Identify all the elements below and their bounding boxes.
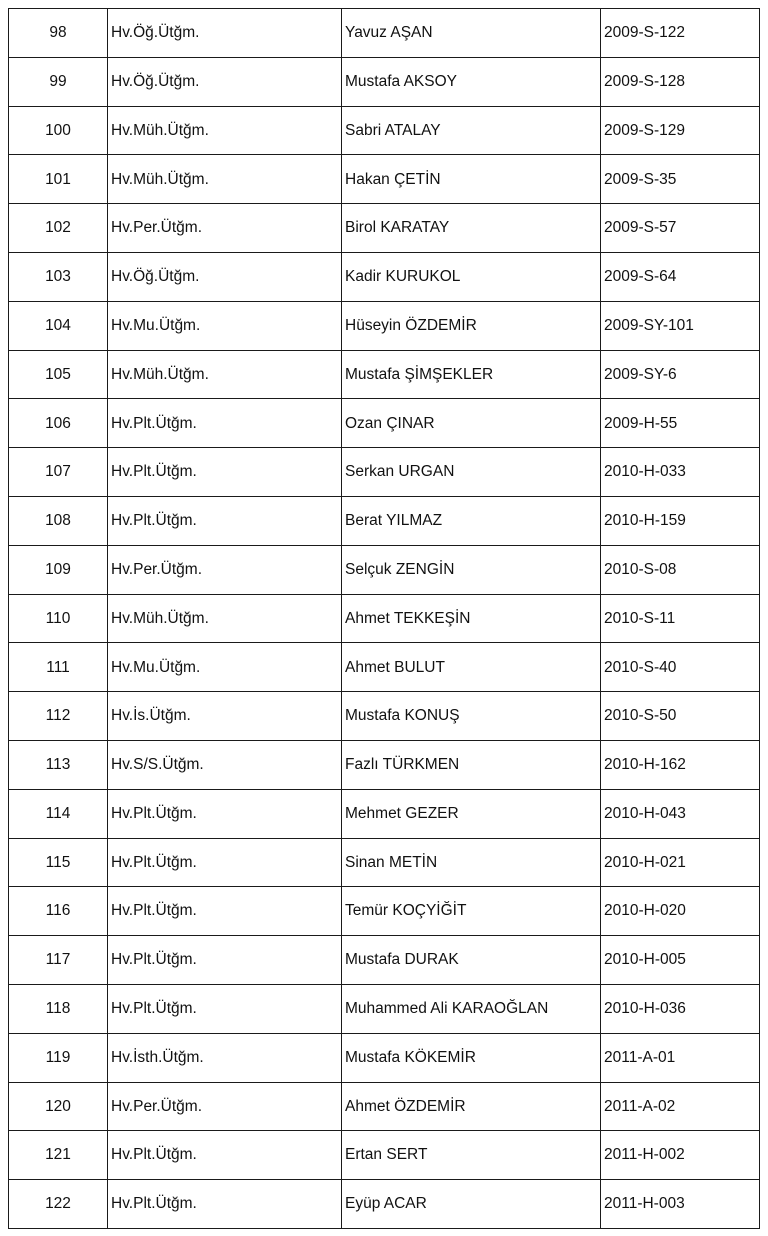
registry-code-cell: 2010-H-159 — [601, 496, 760, 545]
registry-code-cell: 2009-SY-101 — [601, 301, 760, 350]
full-name-cell: Yavuz AŞAN — [342, 9, 601, 58]
row-number: 121 — [9, 1131, 108, 1180]
registry-code-cell: 2010-S-50 — [601, 692, 760, 741]
full-name-cell: Mustafa KÖKEMİR — [342, 1033, 601, 1082]
rank-cell: Hv.Per.Ütğm. — [108, 545, 342, 594]
row-number: 112 — [9, 692, 108, 741]
full-name-cell: Fazlı TÜRKMEN — [342, 740, 601, 789]
table-row — [9, 399, 760, 448]
row-number: 105 — [9, 350, 108, 399]
table-row — [9, 106, 760, 155]
full-name-cell: Serkan URGAN — [342, 448, 601, 497]
registry-code-cell: 2009-S-64 — [601, 252, 760, 301]
row-number: 110 — [9, 594, 108, 643]
row-number: 117 — [9, 936, 108, 985]
rank-cell: Hv.Plt.Ütğm. — [108, 838, 342, 887]
row-number: 119 — [9, 1033, 108, 1082]
full-name-cell: Ozan ÇINAR — [342, 399, 601, 448]
row-number: 104 — [9, 301, 108, 350]
rank-cell: Hv.Plt.Ütğm. — [108, 496, 342, 545]
table-row — [9, 1082, 760, 1131]
full-name-cell: Birol KARATAY — [342, 204, 601, 253]
row-number: 120 — [9, 1082, 108, 1131]
registry-code-cell: 2009-H-55 — [601, 399, 760, 448]
personnel-table-body — [9, 9, 760, 1229]
registry-code-cell: 2010-H-036 — [601, 984, 760, 1033]
table-row — [9, 936, 760, 985]
rank-cell: Hv.Plt.Ütğm. — [108, 984, 342, 1033]
row-number: 114 — [9, 789, 108, 838]
table-row — [9, 252, 760, 301]
table-row — [9, 643, 760, 692]
full-name-cell: Mehmet GEZER — [342, 789, 601, 838]
registry-code-cell: 2010-S-11 — [601, 594, 760, 643]
table-row — [9, 740, 760, 789]
registry-code-cell: 2011-H-003 — [601, 1180, 760, 1229]
full-name-cell: Eyüp ACAR — [342, 1180, 601, 1229]
registry-code-cell: 2010-H-162 — [601, 740, 760, 789]
row-number: 118 — [9, 984, 108, 1033]
row-number: 108 — [9, 496, 108, 545]
full-name-cell: Hakan ÇETİN — [342, 155, 601, 204]
table-row — [9, 496, 760, 545]
full-name-cell: Muhammed Ali KARAOĞLAN — [342, 984, 601, 1033]
rank-cell: Hv.Öğ.Ütğm. — [108, 9, 342, 58]
registry-code-cell: 2010-S-40 — [601, 643, 760, 692]
full-name-cell: Mustafa KONUŞ — [342, 692, 601, 741]
rank-cell: Hv.Müh.Ütğm. — [108, 594, 342, 643]
full-name-cell: Mustafa AKSOY — [342, 57, 601, 106]
registry-code-cell: 2011-A-02 — [601, 1082, 760, 1131]
rank-cell: Hv.Müh.Ütğm. — [108, 155, 342, 204]
full-name-cell: Sinan METİN — [342, 838, 601, 887]
row-number: 111 — [9, 643, 108, 692]
registry-code-cell: 2011-A-01 — [601, 1033, 760, 1082]
rank-cell: Hv.Mu.Ütğm. — [108, 301, 342, 350]
full-name-cell: Ahmet BULUT — [342, 643, 601, 692]
rank-cell: Hv.Plt.Ütğm. — [108, 399, 342, 448]
full-name-cell: Selçuk ZENGİN — [342, 545, 601, 594]
registry-code-cell: 2009-S-57 — [601, 204, 760, 253]
table-row — [9, 545, 760, 594]
registry-code-cell: 2010-S-08 — [601, 545, 760, 594]
rank-cell: Hv.Öğ.Ütğm. — [108, 252, 342, 301]
registry-code-cell: 2009-S-129 — [601, 106, 760, 155]
rank-cell: Hv.Plt.Ütğm. — [108, 789, 342, 838]
table-row — [9, 1033, 760, 1082]
registry-code-cell: 2010-H-033 — [601, 448, 760, 497]
full-name-cell: Ahmet ÖZDEMİR — [342, 1082, 601, 1131]
registry-code-cell: 2009-S-122 — [601, 9, 760, 58]
registry-code-cell: 2010-H-043 — [601, 789, 760, 838]
registry-code-cell: 2011-H-002 — [601, 1131, 760, 1180]
table-row — [9, 789, 760, 838]
row-number: 122 — [9, 1180, 108, 1229]
rank-cell: Hv.Plt.Ütğm. — [108, 448, 342, 497]
row-number: 99 — [9, 57, 108, 106]
full-name-cell: Kadir KURUKOL — [342, 252, 601, 301]
full-name-cell: Ertan SERT — [342, 1131, 601, 1180]
full-name-cell: Sabri ATALAY — [342, 106, 601, 155]
rank-cell: Hv.Müh.Ütğm. — [108, 350, 342, 399]
table-row — [9, 984, 760, 1033]
full-name-cell: Mustafa ŞİMŞEKLER — [342, 350, 601, 399]
rank-cell: Hv.Per.Ütğm. — [108, 204, 342, 253]
full-name-cell: Ahmet TEKKEŞİN — [342, 594, 601, 643]
full-name-cell: Hüseyin ÖZDEMİR — [342, 301, 601, 350]
row-number: 98 — [9, 9, 108, 58]
table-row — [9, 155, 760, 204]
full-name-cell: Temür KOÇYİĞİT — [342, 887, 601, 936]
row-number: 113 — [9, 740, 108, 789]
rank-cell: Hv.Plt.Ütğm. — [108, 936, 342, 985]
registry-code-cell: 2010-H-021 — [601, 838, 760, 887]
row-number: 109 — [9, 545, 108, 594]
registry-code-cell: 2009-S-35 — [601, 155, 760, 204]
table-row — [9, 301, 760, 350]
table-row — [9, 448, 760, 497]
row-number: 107 — [9, 448, 108, 497]
registry-code-cell: 2009-S-128 — [601, 57, 760, 106]
personnel-table — [8, 8, 760, 1229]
table-row — [9, 1131, 760, 1180]
table-row — [9, 1180, 760, 1229]
row-number: 103 — [9, 252, 108, 301]
rank-cell: Hv.Öğ.Ütğm. — [108, 57, 342, 106]
table-row — [9, 838, 760, 887]
table-row — [9, 887, 760, 936]
rank-cell: Hv.Müh.Ütğm. — [108, 106, 342, 155]
table-row — [9, 9, 760, 58]
registry-code-cell: 2010-H-020 — [601, 887, 760, 936]
row-number: 115 — [9, 838, 108, 887]
table-row — [9, 594, 760, 643]
table-row — [9, 57, 760, 106]
row-number: 116 — [9, 887, 108, 936]
rank-cell: Hv.Per.Ütğm. — [108, 1082, 342, 1131]
full-name-cell: Mustafa DURAK — [342, 936, 601, 985]
row-number: 106 — [9, 399, 108, 448]
rank-cell: Hv.İs.Ütğm. — [108, 692, 342, 741]
full-name-cell: Berat YILMAZ — [342, 496, 601, 545]
rank-cell: Hv.Plt.Ütğm. — [108, 1180, 342, 1229]
rank-cell: Hv.Plt.Ütğm. — [108, 1131, 342, 1180]
table-row — [9, 692, 760, 741]
registry-code-cell: 2010-H-005 — [601, 936, 760, 985]
row-number: 102 — [9, 204, 108, 253]
row-number: 100 — [9, 106, 108, 155]
table-row — [9, 204, 760, 253]
registry-code-cell: 2009-SY-6 — [601, 350, 760, 399]
rank-cell: Hv.Plt.Ütğm. — [108, 887, 342, 936]
rank-cell: Hv.Mu.Ütğm. — [108, 643, 342, 692]
document-page — [8, 8, 760, 1228]
row-number: 101 — [9, 155, 108, 204]
rank-cell: Hv.İsth.Ütğm. — [108, 1033, 342, 1082]
rank-cell: Hv.S/S.Ütğm. — [108, 740, 342, 789]
table-row — [9, 350, 760, 399]
